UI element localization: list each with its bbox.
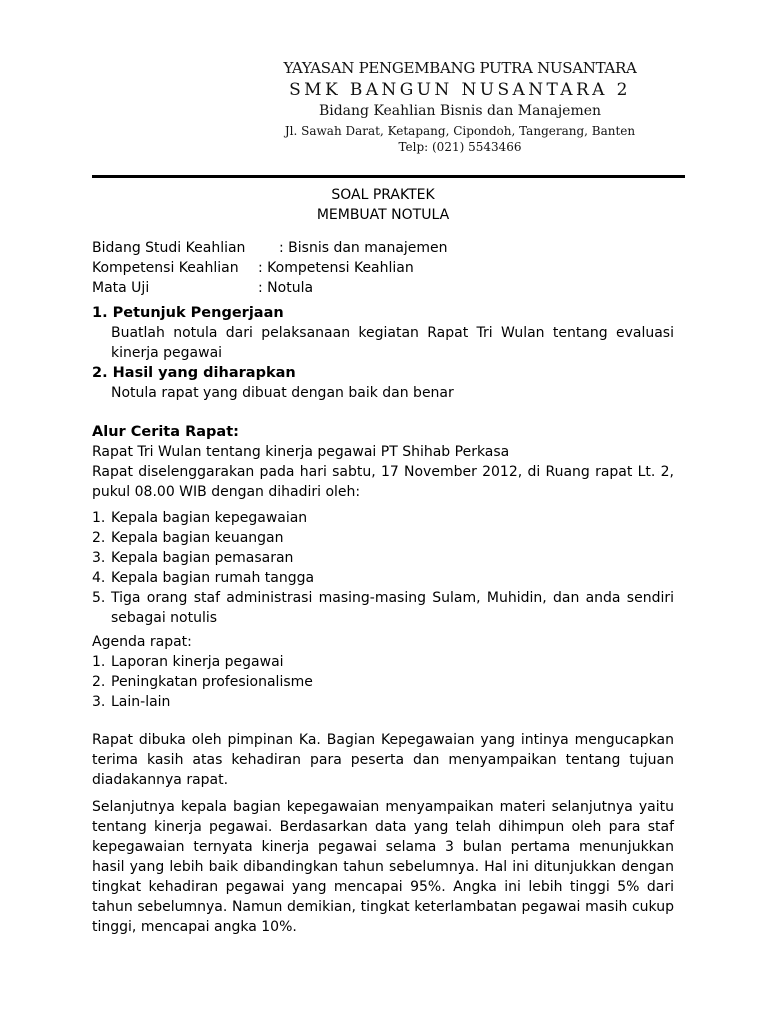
- list-number: 2.: [92, 674, 106, 690]
- info-row-bidang-studi: [92, 238, 448, 258]
- petunjuk-text: Buatlah notula dari pelaksanaan kegiatan Rapat Tri Wulan tentang evaluasi kinerja pegawai: [111, 325, 674, 361]
- hasil-text: Notula rapat yang dibuat dengan baik dan benar: [111, 385, 454, 401]
- list-item: [92, 508, 674, 528]
- list-text: Kepala bagian keuangan: [111, 530, 284, 546]
- alur-line-1: Rapat Tri Wulan tentang kinerja pegawai PT Shihab Perkasa: [92, 444, 510, 460]
- letterhead-divider: [92, 175, 685, 178]
- info-label: Kompetensi Keahlian: [92, 260, 239, 276]
- list-item: [92, 528, 674, 548]
- school-name: SMK BANGUN NUSANTARA 2: [289, 80, 631, 100]
- school-phone: Telp: (021) 5543466: [398, 140, 522, 154]
- school-address: Jl. Sawah Darat, Ketapang, Cipondoh, Tangerang, Banten: [284, 124, 636, 138]
- list-number: 3.: [92, 694, 106, 710]
- list-number: 1.: [92, 510, 106, 526]
- agenda-label: Agenda rapat:: [92, 634, 192, 650]
- alur-heading: Alur Cerita Rapat:: [92, 424, 239, 440]
- info-value: : Kompetensi Keahlian: [258, 260, 414, 276]
- list-item: [92, 588, 674, 628]
- attendee-list: [92, 508, 674, 628]
- info-row-kompetensi: [92, 258, 414, 278]
- list-text: Peningkatan profesionalisme: [111, 674, 313, 690]
- section-heading-hasil: 2. Hasil yang diharapkan: [92, 365, 296, 381]
- list-item: [92, 652, 674, 672]
- foundation-name: YAYASAN PENGEMBANG PUTRA NUSANTARA: [283, 59, 637, 77]
- list-number: 2.: [92, 530, 106, 546]
- list-number: 1.: [92, 654, 106, 670]
- list-text: Kepala bagian pemasaran: [111, 550, 294, 566]
- list-item: [92, 672, 674, 692]
- list-text: Lain-lain: [111, 694, 171, 710]
- section-heading-petunjuk: 1. Petunjuk Pengerjaan: [92, 305, 284, 321]
- field-of-expertise: Bidang Keahlian Bisnis dan Manajemen: [318, 103, 602, 119]
- document-title-line-2: MEMBUAT NOTULA: [316, 207, 450, 223]
- info-value: : Notula: [258, 280, 314, 296]
- paragraph-opening: Rapat dibuka oleh pimpinan Ka. Bagian Kepegawaian yang intinya mengucapkan terima kasih atas kehadiran para peserta dan menyampaikan tentang tujuan diadakannya rapat.: [92, 732, 674, 788]
- document-title-line-1: SOAL PRAKTEK: [331, 187, 435, 203]
- info-label: Mata Uji: [92, 280, 150, 296]
- list-text: Kepala bagian rumah tangga: [111, 570, 315, 586]
- list-text: Kepala bagian kepegawaian: [111, 510, 308, 526]
- list-text: Laporan kinerja pegawai: [111, 654, 284, 670]
- info-label: Bidang Studi Keahlian: [92, 240, 246, 256]
- letterhead: [240, 58, 680, 155]
- list-item: [92, 692, 674, 712]
- list-item: [92, 568, 674, 588]
- list-number: 4.: [92, 570, 106, 586]
- agenda-list: [92, 652, 674, 712]
- list-number: 5.: [92, 590, 106, 606]
- list-number: 3.: [92, 550, 106, 566]
- info-row-mata-uji: [92, 278, 314, 298]
- list-text: Tiga orang staf administrasi masing-masing Sulam, Muhidin, dan anda sendiri sebagai notulis: [111, 590, 674, 626]
- info-value: : Bisnis dan manajemen: [279, 240, 448, 256]
- list-item: [92, 548, 674, 568]
- alur-line-2: Rapat diselenggarakan pada hari sabtu, 17 November 2012, di Ruang rapat Lt. 2, pukul 08.00 WIB dengan dihadiri oleh:: [92, 464, 674, 500]
- paragraph-performance: Selanjutnya kepala bagian kepegawaian menyampaikan materi selanjutnya yaitu tentang kinerja pegawai. Berdasarkan data yang telah dihimpun oleh para staf kepegawaian ternyata kinerja pegawai selama 3 bulan pertama menunjukkan hasil yang lebih baik dibandingkan tahun sebelumnya. Hal ini ditunjukkan dengan tingkat kehadiran pegawai yang mencapai 95%. Angka ini lebih tinggi 5% dari tahun sebelumnya. Namun demikian, tingkat keterlambatan pegawai masih cukup tinggi, mencapai angka 10%.: [92, 799, 674, 935]
